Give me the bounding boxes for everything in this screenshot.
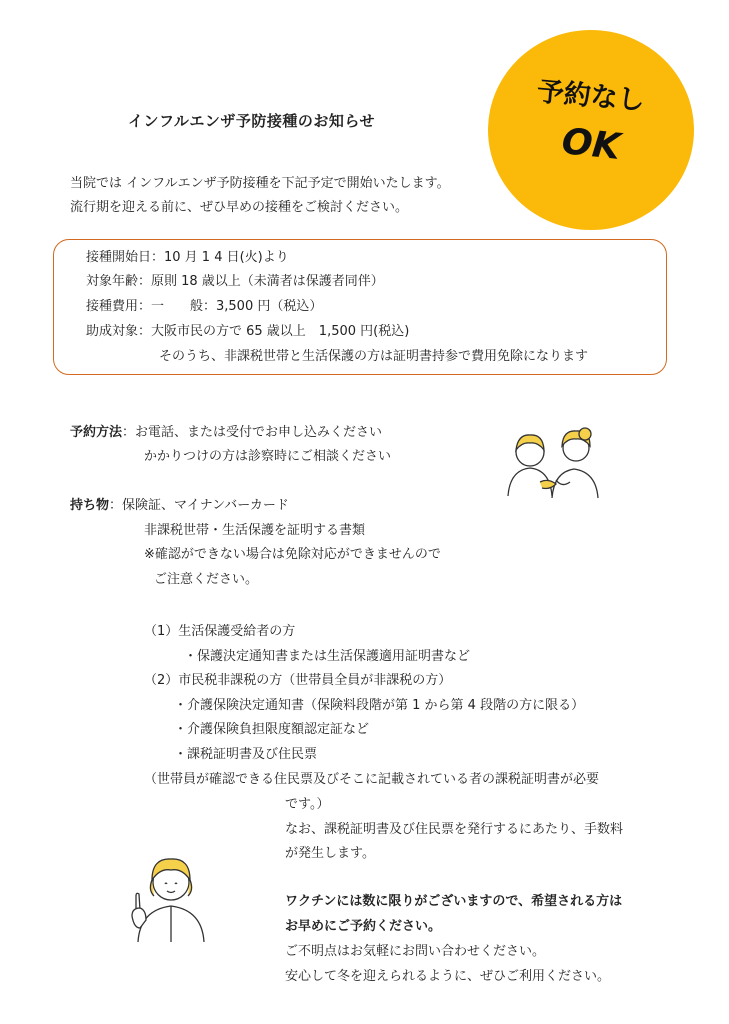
info-start-date: 接種開始日：10 月 1 4 日(火)より: [86, 250, 289, 265]
proof-heading-2: （2）市民税非課税の方（世帯員全員が非課税の方）: [144, 673, 452, 688]
proof-heading-1: （1）生活保護受給者の方: [144, 624, 296, 639]
reservation-line-2: かかりつけの方は診察時にご相談ください: [144, 449, 392, 464]
proof-item-2b: ・介護保険負担限度額認定証など: [174, 722, 370, 737]
intro-line-1: 当院では インフルエンザ予防接種を下記予定で開始いたします。: [70, 176, 450, 191]
info-target-age: 対象年齢：原則 18 歳以上（未満者は保護者同伴）: [86, 274, 384, 289]
items-label: 持ち物: [70, 498, 110, 513]
badge-text-ok: OK: [559, 121, 623, 168]
info-fee: 接種費用：一 般：3,500 円（税込）: [86, 299, 323, 314]
page-title: インフルエンザ予防接種のお知らせ: [128, 112, 375, 130]
badge-text-top: 予約なし: [535, 76, 646, 117]
closing-line-1: ご不明点はお気軽にお問い合わせください。: [285, 944, 546, 959]
two-nurses-illustration: [500, 422, 610, 502]
reservation-method: [70, 424, 382, 442]
closing-bold-2: お早めにご予約ください。: [285, 919, 442, 934]
proof-note-2: です。）: [285, 797, 330, 812]
items-line-4: ご注意ください。: [154, 572, 259, 587]
proof-note-3: なお、課税証明書及び住民票を発行するにあたり、手数料: [285, 822, 624, 837]
items-line-2: 非課税世帯・生活保護を証明する書類: [144, 523, 366, 538]
proof-item-2a: ・介護保険決定通知書（保険料段階が第 1 から第 4 段階の方に限る）: [174, 698, 585, 713]
reservation-label: 予約方法: [70, 425, 123, 440]
items-line-3: ※確認ができない場合は免除対応ができませんので: [144, 547, 441, 562]
proof-note-1: （世帯員が確認できる住民票及びそこに記載されている者の課税証明書が必要: [144, 772, 600, 787]
closing-line-2: 安心して冬を迎えられるように、ぜひご利用ください。: [285, 969, 611, 984]
info-subsidy-note: そのうち、非課税世帯と生活保護の方は証明書持参で費用免除になります: [159, 349, 589, 364]
items-to-bring: [70, 497, 289, 515]
intro-line-2: 流行期を迎える前に、ぜひ早めの接種をご検討ください。: [70, 200, 409, 215]
proof-item-1a: ・保護決定通知書または生活保護適用証明書など: [184, 649, 471, 664]
reservation-line-1: ：お電話、または受付でお申し込みください: [122, 425, 383, 440]
proof-item-2c: ・課税証明書及び住民票: [174, 747, 318, 762]
pointing-nurse-illustration: [128, 850, 214, 944]
proof-note-4: が発生します。: [285, 846, 375, 861]
no-reservation-badge: [488, 30, 694, 230]
items-line-1: ：保険証、マイナンバーカード: [109, 498, 289, 513]
closing-bold-1: ワクチンには数に限りがございますので、希望される方は: [285, 894, 623, 909]
info-subsidy: 助成対象：大阪市民の方で 65 歳以上 1,500 円(税込): [86, 324, 410, 339]
